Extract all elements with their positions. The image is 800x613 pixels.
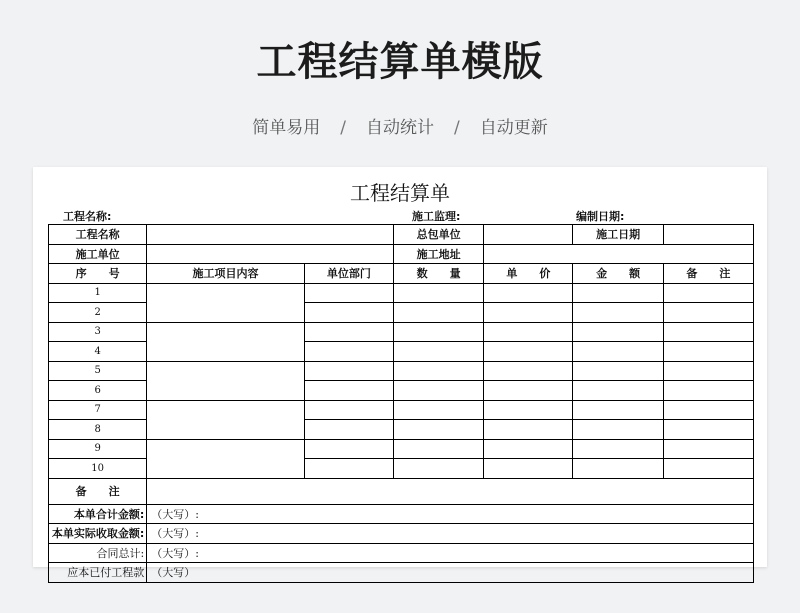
- remark-cell[interactable]: [663, 381, 753, 401]
- prepared-date-meta-label: 编制日期:: [576, 210, 625, 223]
- amount-cell[interactable]: [573, 283, 663, 303]
- quantity-cell[interactable]: [393, 381, 483, 401]
- unit-price-cell[interactable]: [484, 322, 573, 342]
- amount-cell[interactable]: [573, 303, 663, 323]
- col-header-content: 施工项目内容: [147, 264, 304, 284]
- column-header-row: [49, 264, 754, 284]
- row-seq: 7: [49, 400, 147, 420]
- department-cell[interactable]: [304, 361, 393, 381]
- content-cell[interactable]: [147, 439, 304, 478]
- amount-cell[interactable]: [573, 361, 663, 381]
- amount-cell[interactable]: [573, 342, 663, 362]
- col-header-remark: 备 注: [663, 264, 753, 284]
- paid-amount-label: 应本已付工程款: [49, 563, 147, 583]
- actual-received-value[interactable]: （大写）:: [147, 524, 754, 544]
- col-header-quantity: 数 量: [393, 264, 483, 284]
- content-cell[interactable]: [147, 400, 304, 439]
- total-amount-label: 本单合计金额:: [49, 504, 147, 524]
- quantity-cell[interactable]: [393, 459, 483, 479]
- info-row-1: [49, 225, 754, 245]
- feature-auto-stats: 自动统计: [366, 118, 434, 138]
- department-cell[interactable]: [304, 342, 393, 362]
- department-cell[interactable]: [304, 303, 393, 323]
- amount-cell[interactable]: [573, 400, 663, 420]
- unit-price-cell[interactable]: [484, 459, 573, 479]
- quantity-cell[interactable]: [393, 342, 483, 362]
- construction-unit-cell[interactable]: [147, 244, 394, 264]
- sheet-title: 工程结算单: [350, 181, 450, 205]
- project-name-label: 工程名称: [49, 225, 147, 245]
- remark-cell[interactable]: [663, 342, 753, 362]
- department-cell[interactable]: [304, 283, 393, 303]
- remarks-row: [49, 478, 754, 504]
- total-row: [49, 504, 754, 524]
- row-seq: 9: [49, 439, 147, 459]
- department-cell[interactable]: [304, 400, 393, 420]
- separator: /: [454, 118, 460, 138]
- remark-cell[interactable]: [663, 459, 753, 479]
- amount-cell[interactable]: [573, 420, 663, 440]
- feature-auto-update: 自动更新: [479, 118, 548, 138]
- construction-date-cell[interactable]: [663, 225, 753, 245]
- row-seq: 3: [49, 322, 147, 342]
- unit-price-cell[interactable]: [484, 283, 573, 303]
- quantity-cell[interactable]: [393, 420, 483, 440]
- project-name-cell[interactable]: [147, 225, 394, 245]
- remarks-label: 备 注: [49, 478, 147, 504]
- actual-received-label: 本单实际收取金额:: [49, 524, 147, 544]
- row-seq: 2: [49, 303, 147, 323]
- remarks-cell[interactable]: [147, 478, 754, 504]
- row-seq: 1: [49, 283, 147, 303]
- construction-unit-label: 施工单位: [49, 244, 147, 264]
- general-contractor-cell[interactable]: [484, 225, 573, 245]
- table-row: [49, 322, 754, 342]
- amount-cell[interactable]: [573, 381, 663, 401]
- construction-address-cell[interactable]: [484, 244, 754, 264]
- remark-cell[interactable]: [663, 439, 753, 459]
- paid-amount-value[interactable]: （大写）: [147, 563, 754, 583]
- col-header-unit-price: 单 价: [484, 264, 573, 284]
- remark-cell[interactable]: [663, 400, 753, 420]
- quantity-cell[interactable]: [393, 303, 483, 323]
- col-header-seq: 序 号: [49, 264, 147, 284]
- unit-price-cell[interactable]: [484, 303, 573, 323]
- remark-cell[interactable]: [663, 322, 753, 342]
- total-row: [49, 524, 754, 544]
- unit-price-cell[interactable]: [484, 420, 573, 440]
- construction-date-label: 施工日期: [573, 225, 663, 245]
- row-seq: 5: [49, 361, 147, 381]
- quantity-cell[interactable]: [393, 439, 483, 459]
- settlement-sheet: [33, 167, 767, 580]
- info-row-2: [49, 244, 754, 264]
- feature-easy: 简单易用: [252, 118, 321, 138]
- department-cell[interactable]: [304, 322, 393, 342]
- supervisor-meta-label: 施工监理:: [412, 210, 461, 223]
- construction-address-label: 施工地址: [393, 244, 483, 264]
- total-row: [49, 563, 754, 583]
- table-row: [49, 439, 754, 459]
- unit-price-cell[interactable]: [484, 381, 573, 401]
- unit-price-cell[interactable]: [484, 361, 573, 381]
- general-contractor-label: 总包单位: [393, 225, 483, 245]
- table-row: [49, 361, 754, 381]
- remark-cell[interactable]: [663, 303, 753, 323]
- remark-cell[interactable]: [663, 420, 753, 440]
- row-seq: 6: [49, 381, 147, 401]
- remark-cell[interactable]: [663, 283, 753, 303]
- project-name-meta-label: 工程名称:: [63, 210, 112, 223]
- quantity-cell[interactable]: [393, 322, 483, 342]
- total-row: [49, 543, 754, 563]
- amount-cell[interactable]: [573, 322, 663, 342]
- amount-cell[interactable]: [573, 439, 663, 459]
- feature-tagline: [0, 113, 800, 138]
- department-cell[interactable]: [304, 439, 393, 459]
- content-cell[interactable]: [147, 322, 304, 361]
- col-header-department: 单位部门: [304, 264, 393, 284]
- unit-price-cell[interactable]: [484, 439, 573, 459]
- quantity-cell[interactable]: [393, 361, 483, 381]
- settlement-table: [48, 224, 754, 583]
- unit-price-cell[interactable]: [484, 400, 573, 420]
- department-cell[interactable]: [304, 381, 393, 401]
- row-seq: 8: [49, 420, 147, 440]
- row-seq: 10: [49, 459, 147, 479]
- table-row: [49, 283, 754, 303]
- content-cell[interactable]: [147, 361, 304, 400]
- amount-cell[interactable]: [573, 459, 663, 479]
- banner-title: 工程结算单模版: [256, 39, 544, 85]
- remark-cell[interactable]: [663, 361, 753, 381]
- table-row: [49, 400, 754, 420]
- contract-total-value[interactable]: （大写）:: [147, 543, 754, 563]
- quantity-cell[interactable]: [393, 400, 483, 420]
- contract-total-label: 合同总计:: [49, 543, 147, 563]
- col-header-amount: 金 额: [573, 264, 663, 284]
- quantity-cell[interactable]: [393, 283, 483, 303]
- department-cell[interactable]: [304, 420, 393, 440]
- row-seq: 4: [49, 342, 147, 362]
- total-amount-value[interactable]: （大写）:: [147, 504, 754, 524]
- separator: /: [340, 118, 346, 138]
- content-cell[interactable]: [147, 283, 304, 322]
- department-cell[interactable]: [304, 459, 393, 479]
- unit-price-cell[interactable]: [484, 342, 573, 362]
